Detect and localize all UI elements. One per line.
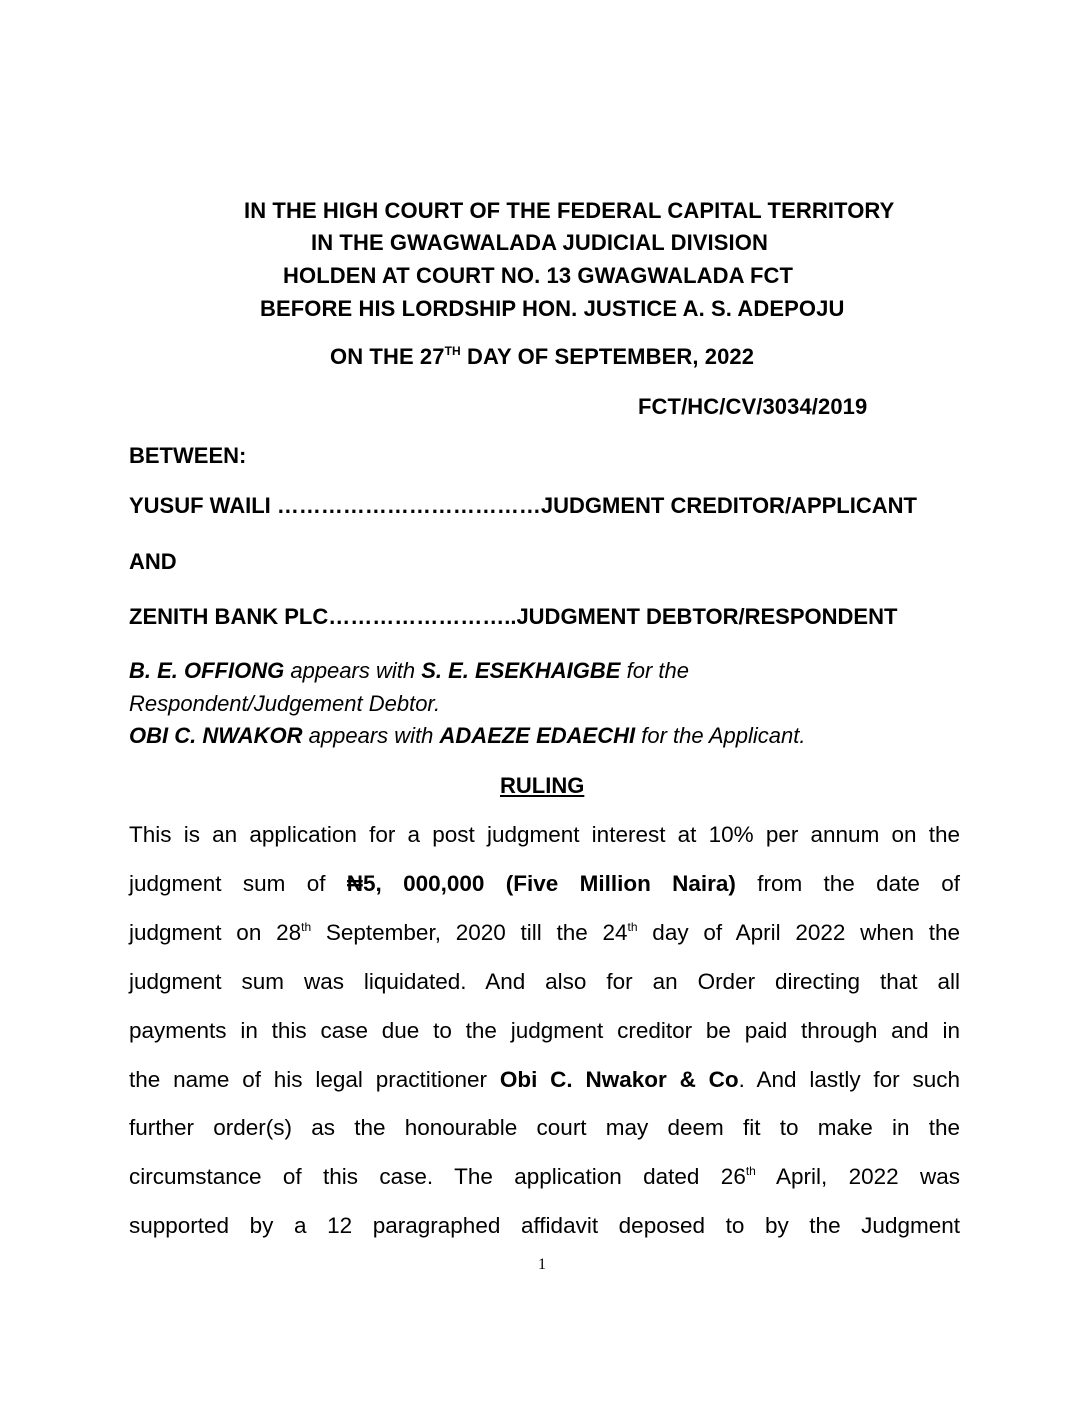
body-line (129, 871, 960, 897)
court-location: HOLDEN AT COURT NO. 13 GWAGWALADA FCT (283, 263, 794, 288)
ruling-heading: RULING (500, 773, 585, 798)
body-text: September, 2020 till the 24 (311, 920, 628, 945)
body-line: payments in this case due to the judgment creditor be paid through and in (129, 1018, 960, 1043)
date-prefix: ON THE 27 (330, 344, 445, 369)
page-number: 1 (538, 1256, 546, 1273)
counsel-name: ADAEZE EDAECHI (439, 723, 636, 748)
counsel-name: B. E. OFFIONG (129, 658, 285, 683)
body-text: judgment on 28 (129, 920, 302, 945)
body-text: judgment sum of (129, 871, 347, 896)
body-line: judgment sum was liquidated. And also for an Order directing that all (129, 969, 960, 994)
counsel-name: OBI C. NWAKOR (129, 723, 303, 748)
division-title: IN THE GWAGWALADA JUDICIAL DIVISION (311, 230, 768, 255)
body-line (129, 920, 960, 946)
body-text: April, 2022 was (755, 1164, 960, 1189)
body-line: further order(s) as the honourable court may deem fit to make in the (129, 1115, 960, 1140)
between-label: BETWEEN: (129, 443, 247, 468)
body-text: . And lastly for such (738, 1067, 960, 1092)
counsel-name: S. E. ESEKHAIGBE (421, 658, 621, 683)
judgment-sum: ₦5, 000,000 (Five Million Naira) (346, 871, 736, 896)
body-text: from the date of (735, 871, 960, 896)
ordinal-suffix: th (301, 920, 312, 934)
body-line: This is an application for a post judgment interest at 10% per annum on the (129, 822, 960, 847)
and-label: AND (129, 549, 177, 574)
date-suffix: TH (444, 344, 461, 358)
body-line (129, 1164, 960, 1190)
ordinal-suffix: th (745, 1164, 756, 1178)
counsel-text: appears with (284, 658, 422, 683)
ordinal-suffix: th (627, 920, 638, 934)
court-title: IN THE HIGH COURT OF THE FEDERAL CAPITAL TERRITORY (244, 198, 895, 223)
body-text: day of April 2022 when the (637, 920, 960, 945)
body-text: circumstance of this case. The application dated 26 (129, 1164, 746, 1189)
ruling-date (330, 344, 754, 370)
party-defendant: ZENITH BANK PLC……………………..JUDGMENT DEBTOR/RESPONDENT (129, 604, 898, 629)
date-rest: DAY OF SEPTEMBER, 2022 (460, 344, 755, 369)
counsel-text: for the Applicant. (635, 723, 806, 748)
body-line (129, 1067, 960, 1093)
counsel-respondent-line (129, 658, 689, 684)
body-line: supported by a 12 paragraphed affidavit deposed to by the Judgment (129, 1213, 960, 1238)
suit-number: FCT/HC/CV/3034/2019 (638, 394, 868, 419)
judge-name: BEFORE HIS LORDSHIP HON. JUSTICE A. S. ADEPOJU (260, 296, 845, 321)
party-claimant: YUSUF WAILI ………………………………JUDGMENT CREDITOR/APPLICANT (129, 493, 917, 518)
body-text: the name of his legal practitioner (129, 1067, 500, 1092)
counsel-applicant-line (129, 723, 806, 749)
counsel-text: for the (620, 658, 689, 683)
counsel-text: appears with (302, 723, 440, 748)
counsel-respondent-role: Respondent/Judgement Debtor. (129, 691, 441, 716)
law-firm-name: Obi C. Nwakor & Co (499, 1067, 739, 1092)
